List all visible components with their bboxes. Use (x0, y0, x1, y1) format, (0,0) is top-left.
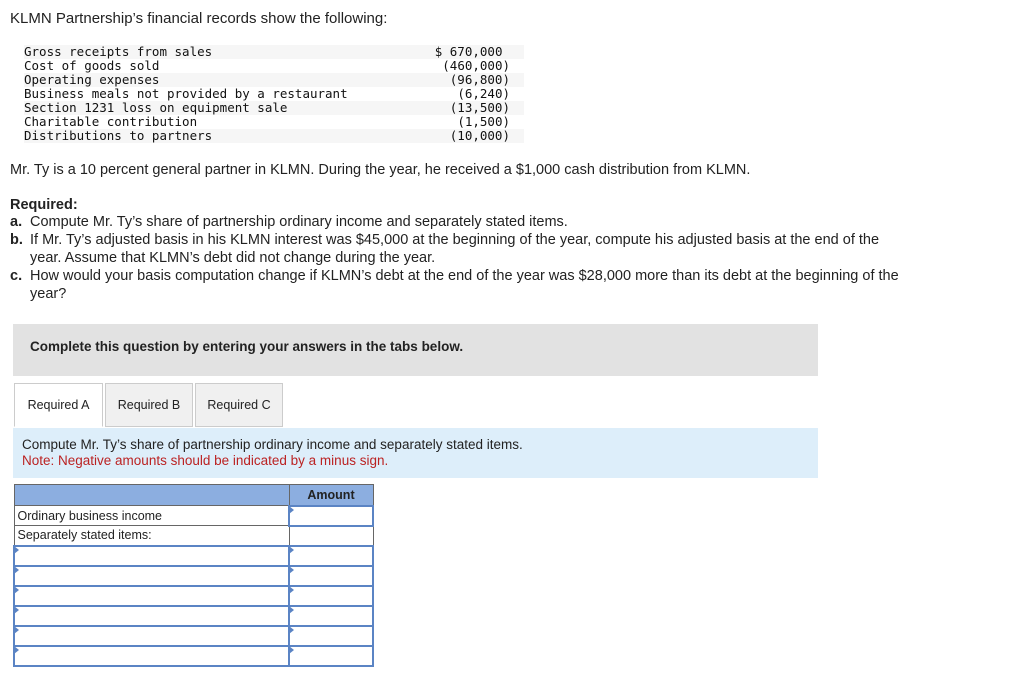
instructions-banner (13, 324, 818, 376)
financial-label: Gross receipts from sales (24, 44, 213, 59)
financial-label: Business meals not provided by a restaurant (24, 86, 348, 101)
financial-amount: $ 670,000 (434, 44, 510, 59)
financial-amount: (6,240) (457, 86, 510, 101)
item-label-input[interactable] (15, 607, 288, 625)
financial-amount: (1,500) (457, 114, 510, 129)
financial-row (24, 45, 524, 59)
financial-row (24, 101, 524, 115)
financial-amount: (10,000) (449, 128, 510, 143)
tab-required-b[interactable]: Required B (105, 383, 193, 427)
requirement-text: How would your basis computation change if KLMN’s debt at the end of the year was $28,000 more than its debt at the beginning of the year? (30, 268, 899, 302)
tab-bar (14, 383, 285, 427)
answer-table (13, 484, 374, 667)
financial-label: Charitable contribution (24, 114, 198, 129)
table-row (14, 646, 373, 666)
item-amount-cell (289, 566, 373, 586)
item-label-cell (14, 626, 289, 646)
financial-row (24, 129, 524, 143)
item-label-cell (14, 566, 289, 586)
item-amount-cell (289, 546, 373, 566)
ordinary-income-amount-cell (289, 506, 373, 526)
item-amount-input[interactable] (290, 607, 372, 625)
requirement-letter: b. (10, 232, 23, 248)
financial-amount: (460,000) (442, 58, 510, 73)
financial-label: Operating expenses (24, 72, 160, 87)
item-amount-cell (289, 586, 373, 606)
intro-text: KLMN Partnership’s financial records show the following: (10, 10, 388, 27)
header-blank-cell (14, 485, 289, 506)
item-label-cell (14, 586, 289, 606)
financial-amount: (96,800) (449, 72, 510, 87)
note-text: Note: Negative amounts should be indicated by a minus sign. (22, 453, 389, 468)
requirement-item (10, 231, 910, 267)
ordinary-income-amount-input[interactable] (290, 507, 372, 525)
statement-text: Mr. Ty is a 10 percent general partner in KLMN. During the year, he received a $1,000 cash distribution from KLMN. (10, 162, 751, 178)
requirement-text: Compute Mr. Ty’s share of partnership ordinary income and separately stated items. (30, 214, 568, 230)
item-amount-input[interactable] (290, 627, 372, 645)
item-label-input[interactable] (15, 627, 288, 645)
item-amount-input[interactable] (290, 647, 372, 665)
item-label-input[interactable] (15, 567, 288, 585)
table-row (14, 566, 373, 586)
financial-row (24, 59, 524, 73)
requirement-item (10, 267, 910, 303)
financial-row (24, 87, 524, 101)
requirements-list (10, 213, 910, 303)
item-amount-cell (289, 646, 373, 666)
table-row (14, 626, 373, 646)
item-label-cell (14, 646, 289, 666)
tab-instructions (13, 428, 818, 478)
table-row (14, 606, 373, 626)
item-amount-cell (289, 606, 373, 626)
requirement-letter: a. (10, 214, 23, 230)
tab-required-c[interactable]: Required C (195, 383, 283, 427)
item-amount-input[interactable] (290, 547, 372, 565)
item-label-cell (14, 546, 289, 566)
separately-stated-label: Separately stated items: (14, 526, 289, 546)
financial-label: Cost of goods sold (24, 58, 160, 73)
financial-row (24, 73, 524, 87)
table-row (14, 546, 373, 566)
banner-text: Complete this question by entering your answers in the tabs below. (30, 339, 464, 354)
instruction-text: Compute Mr. Ty’s share of partnership ordinary income and separately stated items. (22, 437, 523, 452)
financial-row (24, 115, 524, 129)
table-header-row (14, 485, 373, 506)
item-label-input[interactable] (15, 647, 288, 665)
item-amount-input[interactable] (290, 567, 372, 585)
financial-label: Section 1231 loss on equipment sale (24, 100, 288, 115)
required-heading: Required: (10, 197, 78, 213)
financial-label: Distributions to partners (24, 128, 213, 143)
ordinary-income-label: Ordinary business income (14, 506, 289, 526)
separately-stated-amount-cell (289, 526, 373, 546)
item-label-cell (14, 606, 289, 626)
item-label-input[interactable] (15, 587, 288, 605)
table-row (14, 506, 373, 526)
financial-records (24, 45, 524, 143)
table-row (14, 586, 373, 606)
item-amount-cell (289, 626, 373, 646)
requirement-letter: c. (10, 268, 23, 284)
requirement-item (10, 213, 910, 231)
amount-header: Amount (289, 485, 373, 506)
table-row (14, 526, 373, 546)
item-amount-input[interactable] (290, 587, 372, 605)
requirement-text: If Mr. Ty’s adjusted basis in his KLMN interest was $45,000 at the beginning of the year, compute his adjusted basis at the end of the year. Assume that KLMN’s debt did not change during the year. (30, 232, 880, 266)
tab-required-a[interactable]: Required A (14, 383, 103, 427)
financial-amount: (13,500) (449, 100, 510, 115)
item-label-input[interactable] (15, 547, 288, 565)
